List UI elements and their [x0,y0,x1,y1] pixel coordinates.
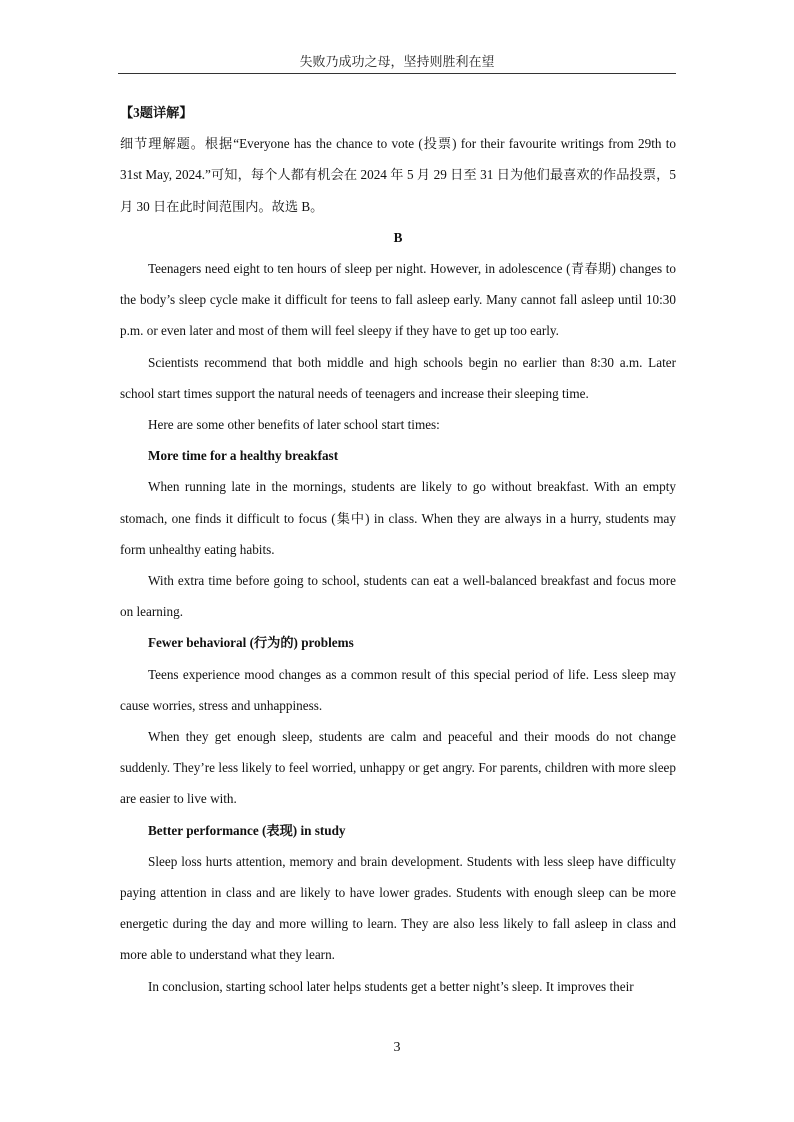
section-heading-behavior: Fewer behavioral (行为的) problems [148,635,354,651]
passage-paragraph: Scientists recommend that both middle and high schools begin no earlier than 8:30 a.m. Later school start times support the natural needs of teenagers and increase their sleeping time. [120,354,676,401]
passage-paragraph: When they get enough sleep, students are calm and peaceful and their moods do not change suddenly. They’re less likely to feel worried, unhappy or get angry. For parents, children with more sleep are easier to live with. [120,729,676,807]
page-number: 3 [393,1040,401,1055]
passage-paragraph: When running late in the mornings, students are likely to go without breakfast. With an empty stomach, one finds it difficult to focus (集中) in class. When they are always in a hurry, students may form unhealthy eating habits. [120,479,676,557]
passage-section-label: B [393,229,403,245]
passage-paragraph: In conclusion, starting school later helps students get a better night’s sleep. It improves their [148,978,634,994]
page-header-motto: 失败乃成功之母，坚持则胜利在望 [299,54,495,69]
passage-paragraph: Teenagers need eight to ten hours of sleep per night. However, in adolescence (青春期) changes to the body’s sleep cycle make it difficult for teens to fall asleep early. Many cannot fall asleep until 10:30 p.m. or even later and most of them will feel sleepy if they have to get up too early. [120,261,676,339]
section-heading-performance: Better performance (表现) in study [148,822,346,838]
answer-explanation: 细节理解题。根据“Everyone has the chance to vote (投票) for their favourite writings from 29th to 31st May, 2024.”可知，每个人都有机会在 2024 年 5 月 29 日至 31 日为他们最喜欢的作品投票，5 月 30 日在此时间范围内。故选 B。 [120,136,676,214]
passage-paragraph: Teens experience mood changes as a common result of this special period of life. Less sleep may cause worries, stress and unhappiness. [120,666,676,713]
passage-paragraph: Sleep loss hurts attention, memory and brain development. Students with less sleep have difficulty paying attention in class and are likely to have lower grades. Students with enough sleep can be more energetic during the day and more willing to learn. They are also less likely to fall asleep in class and more able to understand what they learn. [120,853,676,963]
passage-paragraph: Here are some other benefits of later school start times: [148,417,440,433]
section-heading-breakfast: More time for a healthy breakfast [148,448,339,464]
answer-label: 【3题详解】 [120,105,193,120]
header-divider [118,73,676,74]
page-content [120,97,676,1002]
passage-paragraph: With extra time before going to school, students can eat a well-balanced breakfast and focus more on learning. [120,573,676,620]
